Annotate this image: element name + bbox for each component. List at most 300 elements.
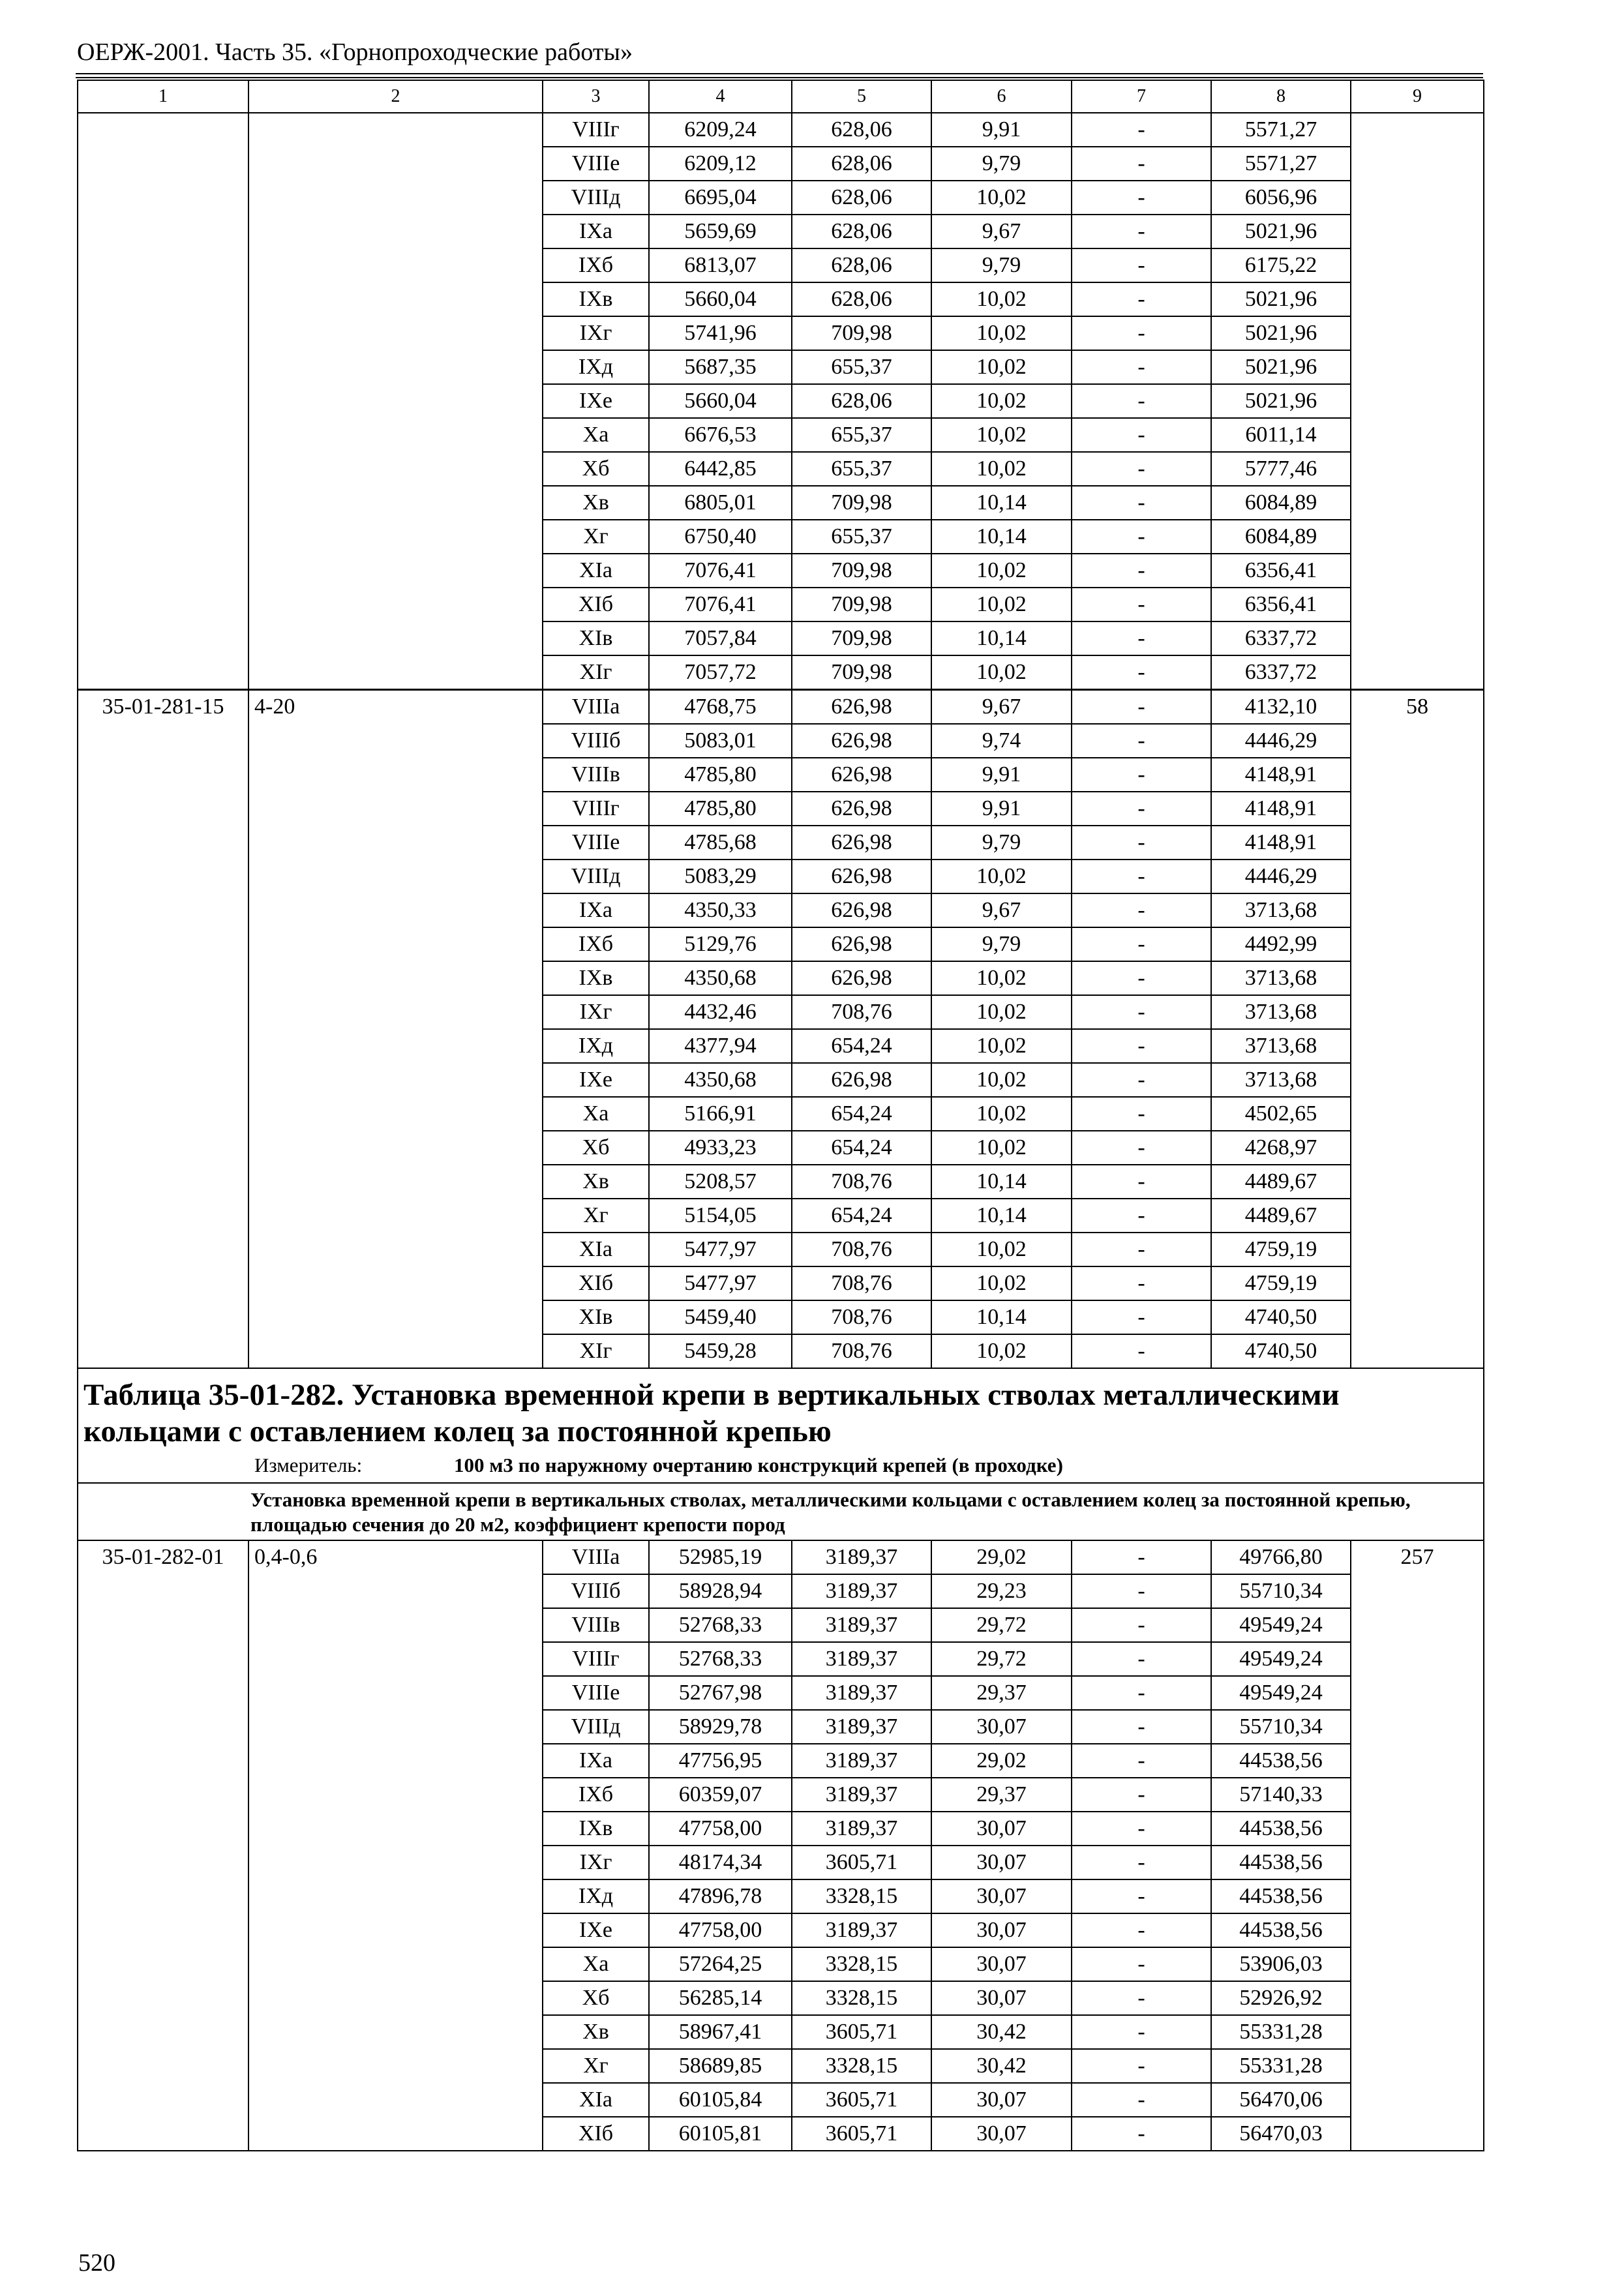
page-number: 520: [78, 2249, 115, 2277]
materials-cost-cell: 55710,34: [1211, 1710, 1351, 1744]
header-rule: [76, 73, 1483, 74]
driver-wages-cell: -: [1072, 1233, 1211, 1266]
wages-cell: 3189,37: [792, 1540, 931, 1574]
driver-wages-cell: -: [1072, 690, 1211, 725]
wages-cell: 654,24: [792, 1097, 931, 1131]
machine-cost-cell: 10,02: [931, 350, 1072, 384]
driver-wages-cell: -: [1072, 1574, 1211, 1608]
driver-wages-cell: -: [1072, 995, 1211, 1029]
driver-wages-cell: -: [1072, 1540, 1211, 1574]
table-row: [78, 690, 1484, 725]
machine-cost-cell: 10,02: [931, 860, 1072, 893]
driver-wages-cell: -: [1072, 1266, 1211, 1300]
rock-category-cell: IXд: [543, 350, 649, 384]
driver-wages-cell: -: [1072, 860, 1211, 893]
driver-wages-cell: -: [1072, 758, 1211, 792]
wages-cell: 3605,71: [792, 2015, 931, 2049]
wages-cell: 708,76: [792, 1334, 931, 1368]
rock-category-cell: XIб: [543, 588, 649, 621]
machine-cost-cell: 9,91: [931, 792, 1072, 826]
materials-cost-cell: 4489,67: [1211, 1165, 1351, 1199]
wages-cell: 628,06: [792, 147, 931, 181]
rock-category-cell: Xг: [543, 520, 649, 554]
materials-cost-cell: 4740,50: [1211, 1334, 1351, 1368]
machine-cost-cell: 29,37: [931, 1778, 1072, 1812]
driver-wages-cell: -: [1072, 1812, 1211, 1846]
direct-cost-cell: 5154,05: [649, 1199, 792, 1233]
machine-cost-cell: 10,02: [931, 995, 1072, 1029]
wages-cell: 626,98: [792, 893, 931, 927]
driver-wages-cell: -: [1072, 1947, 1211, 1981]
rock-category-cell: IXг: [543, 1846, 649, 1879]
materials-cost-cell: 3713,68: [1211, 1029, 1351, 1063]
direct-cost-cell: 60105,84: [649, 2083, 792, 2117]
table-title-cell: [78, 1368, 1484, 1483]
materials-cost-cell: 44538,56: [1211, 1846, 1351, 1879]
materials-cost-cell: 4759,19: [1211, 1266, 1351, 1300]
rock-category-cell: VIIIв: [543, 1608, 649, 1642]
rock-category-cell: VIIIг: [543, 792, 649, 826]
materials-cost-cell: 55710,34: [1211, 1574, 1351, 1608]
materials-cost-cell: 55331,28: [1211, 2049, 1351, 2083]
column-number: 9: [1351, 80, 1484, 113]
machine-cost-cell: 9,79: [931, 927, 1072, 961]
wages-cell: 654,24: [792, 1029, 931, 1063]
materials-cost-cell: 49549,24: [1211, 1676, 1351, 1710]
materials-cost-cell: 5021,96: [1211, 282, 1351, 316]
direct-cost-cell: 5083,29: [649, 860, 792, 893]
wages-cell: 3189,37: [792, 1778, 931, 1812]
wages-cell: 3328,15: [792, 1947, 931, 1981]
materials-cost-cell: 6084,89: [1211, 520, 1351, 554]
driver-wages-cell: -: [1072, 181, 1211, 215]
work-description: Установка временной крепи в вертикальных стволах, металлическими кольцами с оставлением колец за постоянной крепью, площадью сечения до 20 м2, коэффициент крепости пород: [78, 1483, 1484, 1540]
wages-cell: 3189,37: [792, 1676, 931, 1710]
machine-cost-cell: 30,07: [931, 1947, 1072, 1981]
machine-cost-cell: 10,02: [931, 1097, 1072, 1131]
driver-wages-cell: -: [1072, 1744, 1211, 1778]
rock-category-cell: Xб: [543, 452, 649, 486]
direct-cost-cell: 47758,00: [649, 1913, 792, 1947]
driver-wages-cell: -: [1072, 826, 1211, 860]
table-description-row: [78, 1483, 1484, 1540]
rock-category-cell: XIа: [543, 1233, 649, 1266]
direct-cost-cell: 7057,84: [649, 621, 792, 655]
wages-cell: 628,06: [792, 181, 931, 215]
direct-cost-cell: 52768,33: [649, 1608, 792, 1642]
driver-wages-cell: -: [1072, 554, 1211, 588]
wages-cell: 3328,15: [792, 1981, 931, 2015]
direct-cost-cell: 56285,14: [649, 1981, 792, 2015]
materials-cost-cell: 57140,33: [1211, 1778, 1351, 1812]
materials-cost-cell: 3713,68: [1211, 995, 1351, 1029]
rock-category-cell: XIб: [543, 2117, 649, 2151]
wages-cell: 655,37: [792, 418, 931, 452]
machine-cost-cell: 30,07: [931, 1879, 1072, 1913]
wages-cell: 3189,37: [792, 1574, 931, 1608]
direct-cost-cell: 5459,40: [649, 1300, 792, 1334]
machine-cost-cell: 29,02: [931, 1540, 1072, 1574]
materials-cost-cell: 5021,96: [1211, 384, 1351, 418]
wages-cell: 655,37: [792, 520, 931, 554]
rate-code-cell: 35-01-282-01: [78, 1540, 248, 2151]
machine-cost-cell: 10,02: [931, 961, 1072, 995]
wages-cell: 3605,71: [792, 1846, 931, 1879]
rock-category-cell: IXе: [543, 384, 649, 418]
header-rule-double: [76, 77, 1483, 78]
driver-wages-cell: -: [1072, 1608, 1211, 1642]
rock-category-cell: XIг: [543, 1334, 649, 1368]
direct-cost-cell: 5741,96: [649, 316, 792, 350]
wages-cell: 654,24: [792, 1131, 931, 1165]
table-title: Таблица 35-01-282. Установка временной крепи в вертикальных стволах металлическими кольцами с оставлением колец за постоянной крепью: [83, 1378, 1340, 1448]
direct-cost-cell: 58689,85: [649, 2049, 792, 2083]
driver-wages-cell: -: [1072, 2083, 1211, 2117]
parameter-cell: [248, 113, 543, 690]
rock-category-cell: XIв: [543, 1300, 649, 1334]
column-number: 3: [543, 80, 649, 113]
wages-cell: 626,98: [792, 690, 931, 725]
direct-cost-cell: 4350,68: [649, 1063, 792, 1097]
machine-cost-cell: 9,67: [931, 893, 1072, 927]
wages-cell: 626,98: [792, 927, 931, 961]
machine-cost-cell: 30,42: [931, 2015, 1072, 2049]
rock-category-cell: IXа: [543, 215, 649, 248]
direct-cost-cell: 6442,85: [649, 452, 792, 486]
rock-category-cell: Xа: [543, 418, 649, 452]
machine-cost-cell: 29,37: [931, 1676, 1072, 1710]
materials-cost-cell: 4489,67: [1211, 1199, 1351, 1233]
machine-cost-cell: 30,42: [931, 2049, 1072, 2083]
direct-cost-cell: 5660,04: [649, 282, 792, 316]
materials-cost-cell: 4759,19: [1211, 1233, 1351, 1266]
materials-cost-cell: 4446,29: [1211, 724, 1351, 758]
machine-cost-cell: 9,79: [931, 826, 1072, 860]
wages-cell: 3189,37: [792, 1812, 931, 1846]
wages-cell: 628,06: [792, 215, 931, 248]
rock-category-cell: VIIIе: [543, 1676, 649, 1710]
materials-cost-cell: 4148,91: [1211, 792, 1351, 826]
rock-category-cell: Xг: [543, 2049, 649, 2083]
rock-category-cell: VIIIа: [543, 1540, 649, 1574]
wages-cell: 709,98: [792, 316, 931, 350]
table-row: [78, 1540, 1484, 1574]
machine-cost-cell: 10,02: [931, 181, 1072, 215]
direct-cost-cell: 4933,23: [649, 1131, 792, 1165]
rock-category-cell: VIIIд: [543, 860, 649, 893]
machine-cost-cell: 10,02: [931, 1334, 1072, 1368]
driver-wages-cell: -: [1072, 893, 1211, 927]
direct-cost-cell: 4377,94: [649, 1029, 792, 1063]
direct-cost-cell: 6813,07: [649, 248, 792, 282]
rate-code-cell: 35-01-281-15: [78, 690, 248, 1369]
machine-cost-cell: 10,02: [931, 655, 1072, 690]
wages-cell: 3189,37: [792, 1608, 931, 1642]
driver-wages-cell: -: [1072, 655, 1211, 690]
machine-cost-cell: 30,07: [931, 1913, 1072, 1947]
wages-cell: 655,37: [792, 350, 931, 384]
materials-cost-cell: 44538,56: [1211, 1812, 1351, 1846]
materials-cost-cell: 6084,89: [1211, 486, 1351, 520]
driver-wages-cell: -: [1072, 1029, 1211, 1063]
direct-cost-cell: 6750,40: [649, 520, 792, 554]
rock-category-cell: Xа: [543, 1947, 649, 1981]
machine-cost-cell: 9,74: [931, 724, 1072, 758]
materials-cost-cell: 6175,22: [1211, 248, 1351, 282]
wages-cell: 626,98: [792, 860, 931, 893]
wages-cell: 626,98: [792, 792, 931, 826]
rock-category-cell: IXг: [543, 316, 649, 350]
materials-cost-cell: 44538,56: [1211, 1744, 1351, 1778]
machine-cost-cell: 10,02: [931, 384, 1072, 418]
driver-wages-cell: -: [1072, 520, 1211, 554]
driver-wages-cell: -: [1072, 147, 1211, 181]
rate-code-cell: [78, 113, 248, 690]
direct-cost-cell: 5166,91: [649, 1097, 792, 1131]
direct-cost-cell: 4785,80: [649, 758, 792, 792]
materials-cost-cell: 4492,99: [1211, 927, 1351, 961]
machine-cost-cell: 30,07: [931, 2083, 1072, 2117]
direct-cost-cell: 48174,34: [649, 1846, 792, 1879]
materials-cost-cell: 4268,97: [1211, 1131, 1351, 1165]
column-number: 2: [248, 80, 543, 113]
rock-category-cell: VIIIд: [543, 181, 649, 215]
machine-cost-cell: 10,02: [931, 1266, 1072, 1300]
wages-cell: 709,98: [792, 554, 931, 588]
driver-wages-cell: -: [1072, 452, 1211, 486]
driver-wages-cell: -: [1072, 1131, 1211, 1165]
machine-cost-cell: 29,72: [931, 1642, 1072, 1676]
materials-cost-cell: 4148,91: [1211, 758, 1351, 792]
wages-cell: 628,06: [792, 384, 931, 418]
rock-category-cell: XIб: [543, 1266, 649, 1300]
wages-cell: 708,76: [792, 995, 931, 1029]
materials-cost-cell: 49549,24: [1211, 1608, 1351, 1642]
direct-cost-cell: 4350,68: [649, 961, 792, 995]
materials-cost-cell: 56470,06: [1211, 2083, 1351, 2117]
rock-category-cell: IXв: [543, 1812, 649, 1846]
direct-cost-cell: 47758,00: [649, 1812, 792, 1846]
wages-cell: 708,76: [792, 1300, 931, 1334]
machine-cost-cell: 30,07: [931, 1846, 1072, 1879]
wages-cell: 654,24: [792, 1199, 931, 1233]
materials-cost-cell: 6356,41: [1211, 554, 1351, 588]
materials-cost-cell: 3713,68: [1211, 893, 1351, 927]
direct-cost-cell: 5083,01: [649, 724, 792, 758]
driver-wages-cell: -: [1072, 927, 1211, 961]
materials-cost-cell: 3713,68: [1211, 1063, 1351, 1097]
column-number: 4: [649, 80, 792, 113]
column-number-row: [78, 80, 1484, 113]
rock-category-cell: VIIIг: [543, 1642, 649, 1676]
driver-wages-cell: -: [1072, 1097, 1211, 1131]
wages-cell: 3605,71: [792, 2083, 931, 2117]
direct-cost-cell: 58967,41: [649, 2015, 792, 2049]
materials-cost-cell: 6337,72: [1211, 655, 1351, 690]
machine-cost-cell: 30,07: [931, 1981, 1072, 2015]
direct-cost-cell: 7076,41: [649, 554, 792, 588]
wages-cell: 628,06: [792, 282, 931, 316]
rock-category-cell: IXб: [543, 248, 649, 282]
materials-cost-cell: 55331,28: [1211, 2015, 1351, 2049]
direct-cost-cell: 5660,04: [649, 384, 792, 418]
materials-cost-cell: 6056,96: [1211, 181, 1351, 215]
parameter-cell: 4-20: [248, 690, 543, 1369]
wages-cell: 3189,37: [792, 1744, 931, 1778]
driver-wages-cell: -: [1072, 1642, 1211, 1676]
rock-category-cell: IXд: [543, 1879, 649, 1913]
materials-cost-cell: 49549,24: [1211, 1642, 1351, 1676]
materials-cost-cell: 4502,65: [1211, 1097, 1351, 1131]
machine-cost-cell: 10,02: [931, 1063, 1072, 1097]
driver-wages-cell: -: [1072, 1334, 1211, 1368]
machine-cost-cell: 10,02: [931, 554, 1072, 588]
rock-category-cell: VIIIе: [543, 826, 649, 860]
machine-cost-cell: 10,02: [931, 1131, 1072, 1165]
driver-wages-cell: -: [1072, 316, 1211, 350]
materials-cost-cell: 6337,72: [1211, 621, 1351, 655]
parameter-cell: 0,4-0,6: [248, 1540, 543, 2151]
wages-cell: 626,98: [792, 758, 931, 792]
wages-cell: 628,06: [792, 248, 931, 282]
direct-cost-cell: 5459,28: [649, 1334, 792, 1368]
wages-cell: 709,98: [792, 621, 931, 655]
direct-cost-cell: 6209,12: [649, 147, 792, 181]
direct-cost-cell: 60105,81: [649, 2117, 792, 2151]
materials-cost-cell: 4446,29: [1211, 860, 1351, 893]
direct-cost-cell: 4432,46: [649, 995, 792, 1029]
wages-cell: 626,98: [792, 961, 931, 995]
rock-category-cell: Xв: [543, 486, 649, 520]
driver-wages-cell: -: [1072, 961, 1211, 995]
column-number: 8: [1211, 80, 1351, 113]
rock-category-cell: Xб: [543, 1981, 649, 2015]
driver-wages-cell: -: [1072, 724, 1211, 758]
machine-cost-cell: 9,79: [931, 248, 1072, 282]
driver-wages-cell: -: [1072, 1165, 1211, 1199]
wages-cell: 3328,15: [792, 1879, 931, 1913]
rock-category-cell: IXг: [543, 995, 649, 1029]
wages-cell: 626,98: [792, 1063, 931, 1097]
wages-cell: 3189,37: [792, 1642, 931, 1676]
machine-cost-cell: 10,02: [931, 452, 1072, 486]
driver-wages-cell: -: [1072, 2015, 1211, 2049]
wages-cell: 708,76: [792, 1165, 931, 1199]
driver-wages-cell: -: [1072, 1199, 1211, 1233]
running-header: ОЕРЖ-2001. Часть 35. «Горнопроходческие работы»: [77, 38, 633, 66]
machine-cost-cell: 30,07: [931, 1710, 1072, 1744]
rock-category-cell: VIIIв: [543, 758, 649, 792]
wages-cell: 3189,37: [792, 1710, 931, 1744]
rock-category-cell: VIIIб: [543, 1574, 649, 1608]
machine-cost-cell: 10,14: [931, 1199, 1072, 1233]
materials-cost-cell: 44538,56: [1211, 1879, 1351, 1913]
wages-cell: 655,37: [792, 452, 931, 486]
materials-cost-cell: 3713,68: [1211, 961, 1351, 995]
wages-cell: 3328,15: [792, 2049, 931, 2083]
rock-category-cell: VIIIа: [543, 690, 649, 725]
direct-cost-cell: 4768,75: [649, 690, 792, 725]
wages-cell: 628,06: [792, 113, 931, 147]
driver-wages-cell: -: [1072, 384, 1211, 418]
rock-category-cell: IXа: [543, 1744, 649, 1778]
direct-cost-cell: 52767,98: [649, 1676, 792, 1710]
direct-cost-cell: 6676,53: [649, 418, 792, 452]
machine-cost-cell: 30,07: [931, 2117, 1072, 2151]
table-title-row: [78, 1368, 1484, 1483]
materials-cost-cell: 52926,92: [1211, 1981, 1351, 2015]
driver-wages-cell: -: [1072, 2049, 1211, 2083]
rock-category-cell: IXв: [543, 282, 649, 316]
rock-category-cell: IXе: [543, 1913, 649, 1947]
materials-cost-cell: 4740,50: [1211, 1300, 1351, 1334]
rock-category-cell: VIIIб: [543, 724, 649, 758]
driver-wages-cell: -: [1072, 215, 1211, 248]
driver-wages-cell: -: [1072, 282, 1211, 316]
materials-cost-cell: 56470,03: [1211, 2117, 1351, 2151]
driver-wages-cell: -: [1072, 113, 1211, 147]
direct-cost-cell: 6209,24: [649, 113, 792, 147]
wages-cell: 708,76: [792, 1266, 931, 1300]
driver-wages-cell: -: [1072, 1981, 1211, 2015]
column-number: 5: [792, 80, 931, 113]
rock-category-cell: Xб: [543, 1131, 649, 1165]
rock-category-cell: XIа: [543, 2083, 649, 2117]
materials-cost-cell: 4148,91: [1211, 826, 1351, 860]
driver-wages-cell: -: [1072, 350, 1211, 384]
driver-wages-cell: -: [1072, 621, 1211, 655]
machine-cost-cell: 10,02: [931, 418, 1072, 452]
wages-cell: 709,98: [792, 486, 931, 520]
materials-cost-cell: 5021,96: [1211, 215, 1351, 248]
machine-cost-cell: 10,14: [931, 520, 1072, 554]
machine-cost-cell: 29,02: [931, 1744, 1072, 1778]
wages-cell: 626,98: [792, 826, 931, 860]
machine-cost-cell: 9,79: [931, 147, 1072, 181]
wages-cell: 626,98: [792, 724, 931, 758]
machine-cost-cell: 10,02: [931, 588, 1072, 621]
table-row: [78, 113, 1484, 147]
rock-category-cell: IXд: [543, 1029, 649, 1063]
materials-cost-cell: 5021,96: [1211, 316, 1351, 350]
direct-cost-cell: 4350,33: [649, 893, 792, 927]
rock-category-cell: VIIIе: [543, 147, 649, 181]
driver-wages-cell: -: [1072, 1913, 1211, 1947]
rock-category-cell: XIв: [543, 621, 649, 655]
direct-cost-cell: 52768,33: [649, 1642, 792, 1676]
rock-category-cell: Xг: [543, 1199, 649, 1233]
direct-cost-cell: 57264,25: [649, 1947, 792, 1981]
direct-cost-cell: 7076,41: [649, 588, 792, 621]
machine-cost-cell: 10,14: [931, 486, 1072, 520]
materials-cost-cell: 6356,41: [1211, 588, 1351, 621]
machine-cost-cell: 10,02: [931, 1029, 1072, 1063]
rock-category-cell: IXе: [543, 1063, 649, 1097]
wages-cell: 709,98: [792, 588, 931, 621]
page-reference-cell: 58: [1351, 690, 1484, 1369]
measure-value: 100 м3 по наружному очертанию конструкций крепей (в проходке): [454, 1454, 1063, 1476]
column-number: 6: [931, 80, 1072, 113]
column-number: 7: [1072, 80, 1211, 113]
direct-cost-cell: 5477,97: [649, 1233, 792, 1266]
machine-cost-cell: 29,23: [931, 1574, 1072, 1608]
materials-cost-cell: 53906,03: [1211, 1947, 1351, 1981]
rock-category-cell: VIIIд: [543, 1710, 649, 1744]
driver-wages-cell: -: [1072, 1710, 1211, 1744]
materials-cost-cell: 49766,80: [1211, 1540, 1351, 1574]
materials-cost-cell: 5777,46: [1211, 452, 1351, 486]
materials-cost-cell: 6011,14: [1211, 418, 1351, 452]
